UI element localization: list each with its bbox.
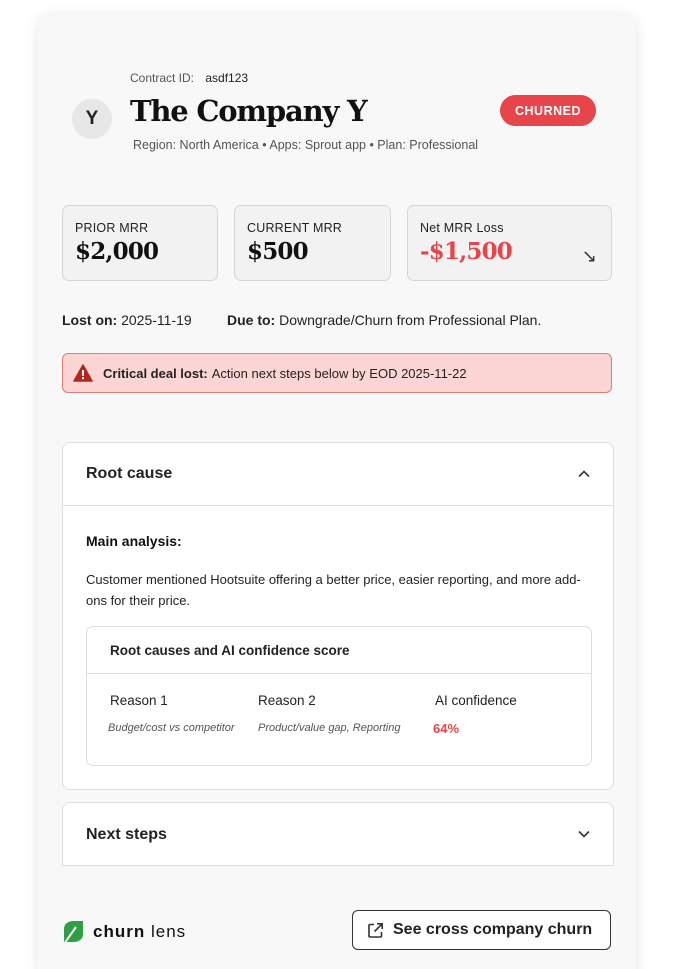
critical-alert <box>62 353 612 393</box>
churn-detail-card <box>38 14 636 969</box>
net-mrr-loss-card <box>407 205 612 281</box>
next-steps-title: Next steps <box>86 825 167 843</box>
next-steps-header[interactable] <box>63 803 613 866</box>
confidence-table <box>86 626 592 766</box>
warning-icon <box>73 363 93 383</box>
reason-1-value: Budget/cost vs competitor <box>108 722 235 734</box>
reason-2-header: Reason 2 <box>258 693 316 708</box>
prior-mrr-card <box>62 205 218 281</box>
root-cause-panel <box>62 442 614 790</box>
company-avatar: Y <box>72 99 112 139</box>
chevron-up-icon[interactable] <box>577 467 591 481</box>
prior-mrr-label: PRIOR MRR <box>75 221 149 235</box>
current-mrr-label: CURRENT MRR <box>247 221 343 235</box>
reason-1-header: Reason 1 <box>110 693 168 708</box>
chevron-down-icon[interactable] <box>577 827 591 841</box>
contract-id-row <box>130 71 248 85</box>
cross-company-churn-button[interactable] <box>352 910 611 950</box>
current-mrr-value: $500 <box>247 238 308 265</box>
confidence-table-title: Root causes and AI confidence score <box>87 627 591 674</box>
brand-name: churn lens <box>93 922 187 941</box>
contract-id-value: asdf123 <box>205 71 249 85</box>
brand-logo <box>62 920 186 944</box>
net-mrr-loss-value: -$1,500 <box>420 238 512 265</box>
prior-mrr-value: $2,000 <box>75 238 159 265</box>
due-to-label: Due to: <box>227 312 276 328</box>
arrow-down-right-icon: ↘ <box>581 246 597 266</box>
contract-id-label: Contract ID: <box>130 71 195 85</box>
main-analysis-text: Customer mentioned Hootsuite offering a better price, easier reporting, and more add-ons for their price. <box>86 572 581 608</box>
next-steps-panel <box>62 802 614 866</box>
company-meta: Region: North America • Apps: Sprout app • Plan: Professional <box>133 138 479 152</box>
ai-confidence-header: AI confidence <box>435 693 517 708</box>
current-mrr-card <box>234 205 391 281</box>
leaf-icon <box>62 920 84 944</box>
ai-confidence-value: 64% <box>433 721 460 736</box>
status-badge: CHURNED <box>500 95 596 126</box>
cross-company-churn-label: See cross company churn <box>393 921 593 938</box>
alert-bold: Critical deal lost: <box>103 365 208 381</box>
due-to <box>227 312 541 328</box>
root-cause-header[interactable] <box>63 443 613 506</box>
lost-on-value: 2025-11-19 <box>121 312 192 328</box>
due-to-value: Downgrade/Churn from Professional Plan. <box>279 312 542 328</box>
company-name: The Company Y <box>130 94 367 128</box>
lost-on-label: Lost on: <box>62 312 118 328</box>
root-cause-title: Root cause <box>86 465 173 482</box>
net-mrr-loss-label: Net MRR Loss <box>420 221 504 235</box>
main-analysis-label: Main analysis: <box>86 533 182 549</box>
reason-2-value: Product/value gap, Reporting <box>258 722 401 734</box>
external-link-icon <box>367 922 384 939</box>
lost-on <box>62 312 192 328</box>
alert-text: Action next steps below by EOD 2025-11-22 <box>211 365 467 381</box>
